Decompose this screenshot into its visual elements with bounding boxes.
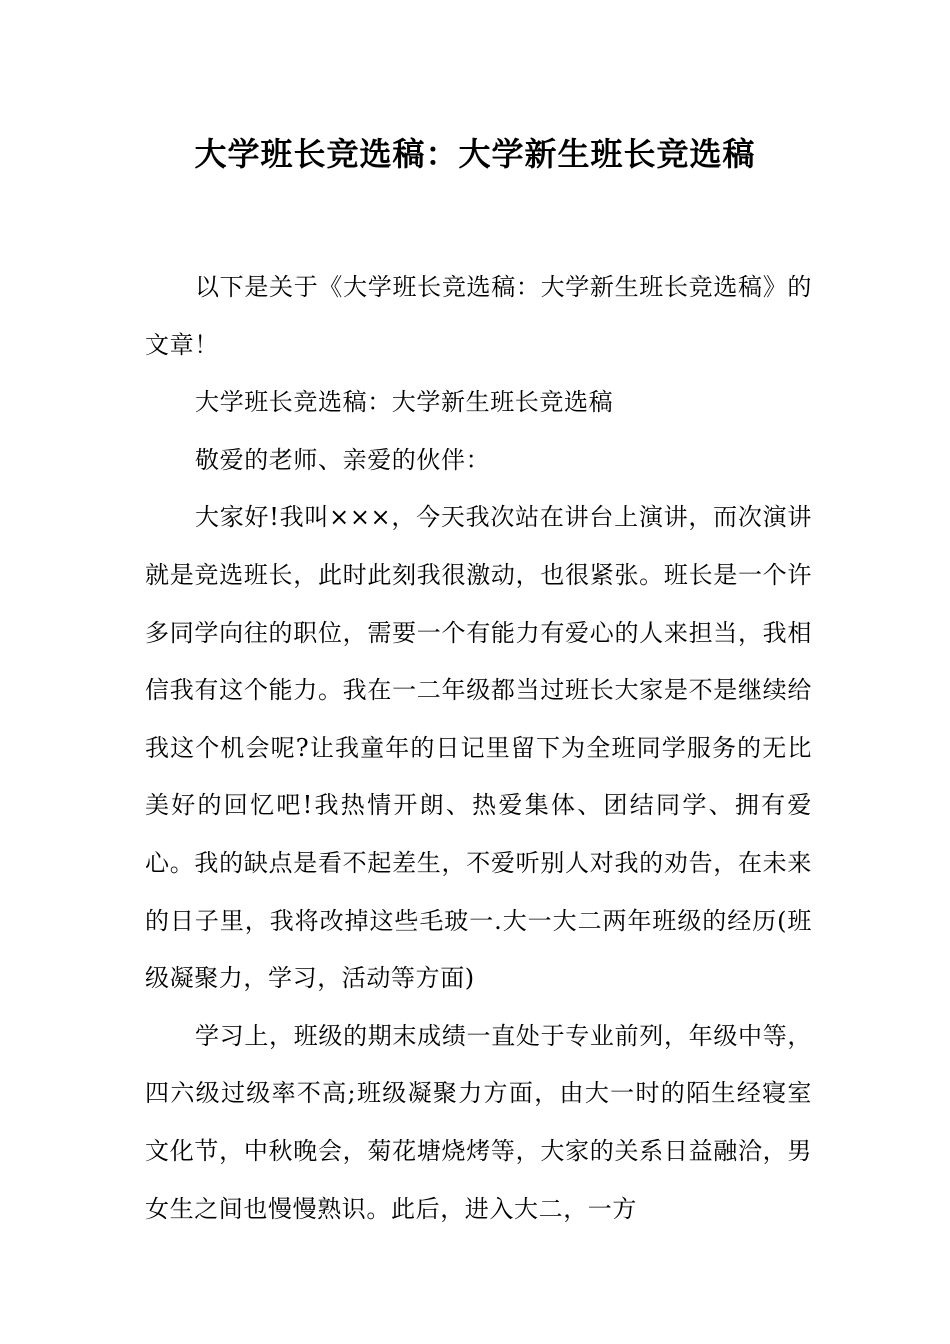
paragraph-salutation: 敬爱的老师、亲爱的伙伴： xyxy=(195,445,491,474)
document-body xyxy=(145,259,812,1238)
document-title: 大学班长竞选稿：大学新生班长竞选稿 xyxy=(194,135,756,173)
paragraph-intro: 以下是关于《大学班长竞选稿：大学新生班长竞选稿》的文章！ xyxy=(145,273,812,359)
paragraph-study: 学习上，班级的期末成绩一直处于专业前列，年级中等，四六级过级率不高;班级凝聚力方面，由大一时的陌生经寝室文化节，中秋晚会，菊花塘烧烤等，大家的关系日益融洽，男女生之间也慢慢熟识。此后，进入大二，一方 xyxy=(145,1021,812,1223)
paragraph-heading: 大学班长竞选稿：大学新生班长竞选稿 xyxy=(195,388,614,417)
paragraph-speech: 大家好!我叫×××，今天我次站在讲台上演讲，而次演讲就是竞选班长，此时此刻我很激动，也很紧张。班长是一个许多同学向往的职位，需要一个有能力有爱心的人来担当，我相信我有这个能力。我在一二年级都当过班长大家是不是继续给我这个机会呢?让我童年的日记里留下为全班同学服务的无比美好的回忆吧!我热情开朗、热爱集体、团结同学、拥有爱心。我的缺点是看不起差生，不爱听别人对我的劝告，在未来的日子里，我将改掉这些毛玻一.大一大二两年班级的经历(班级凝聚力，学习，活动等方面) xyxy=(145,503,812,993)
